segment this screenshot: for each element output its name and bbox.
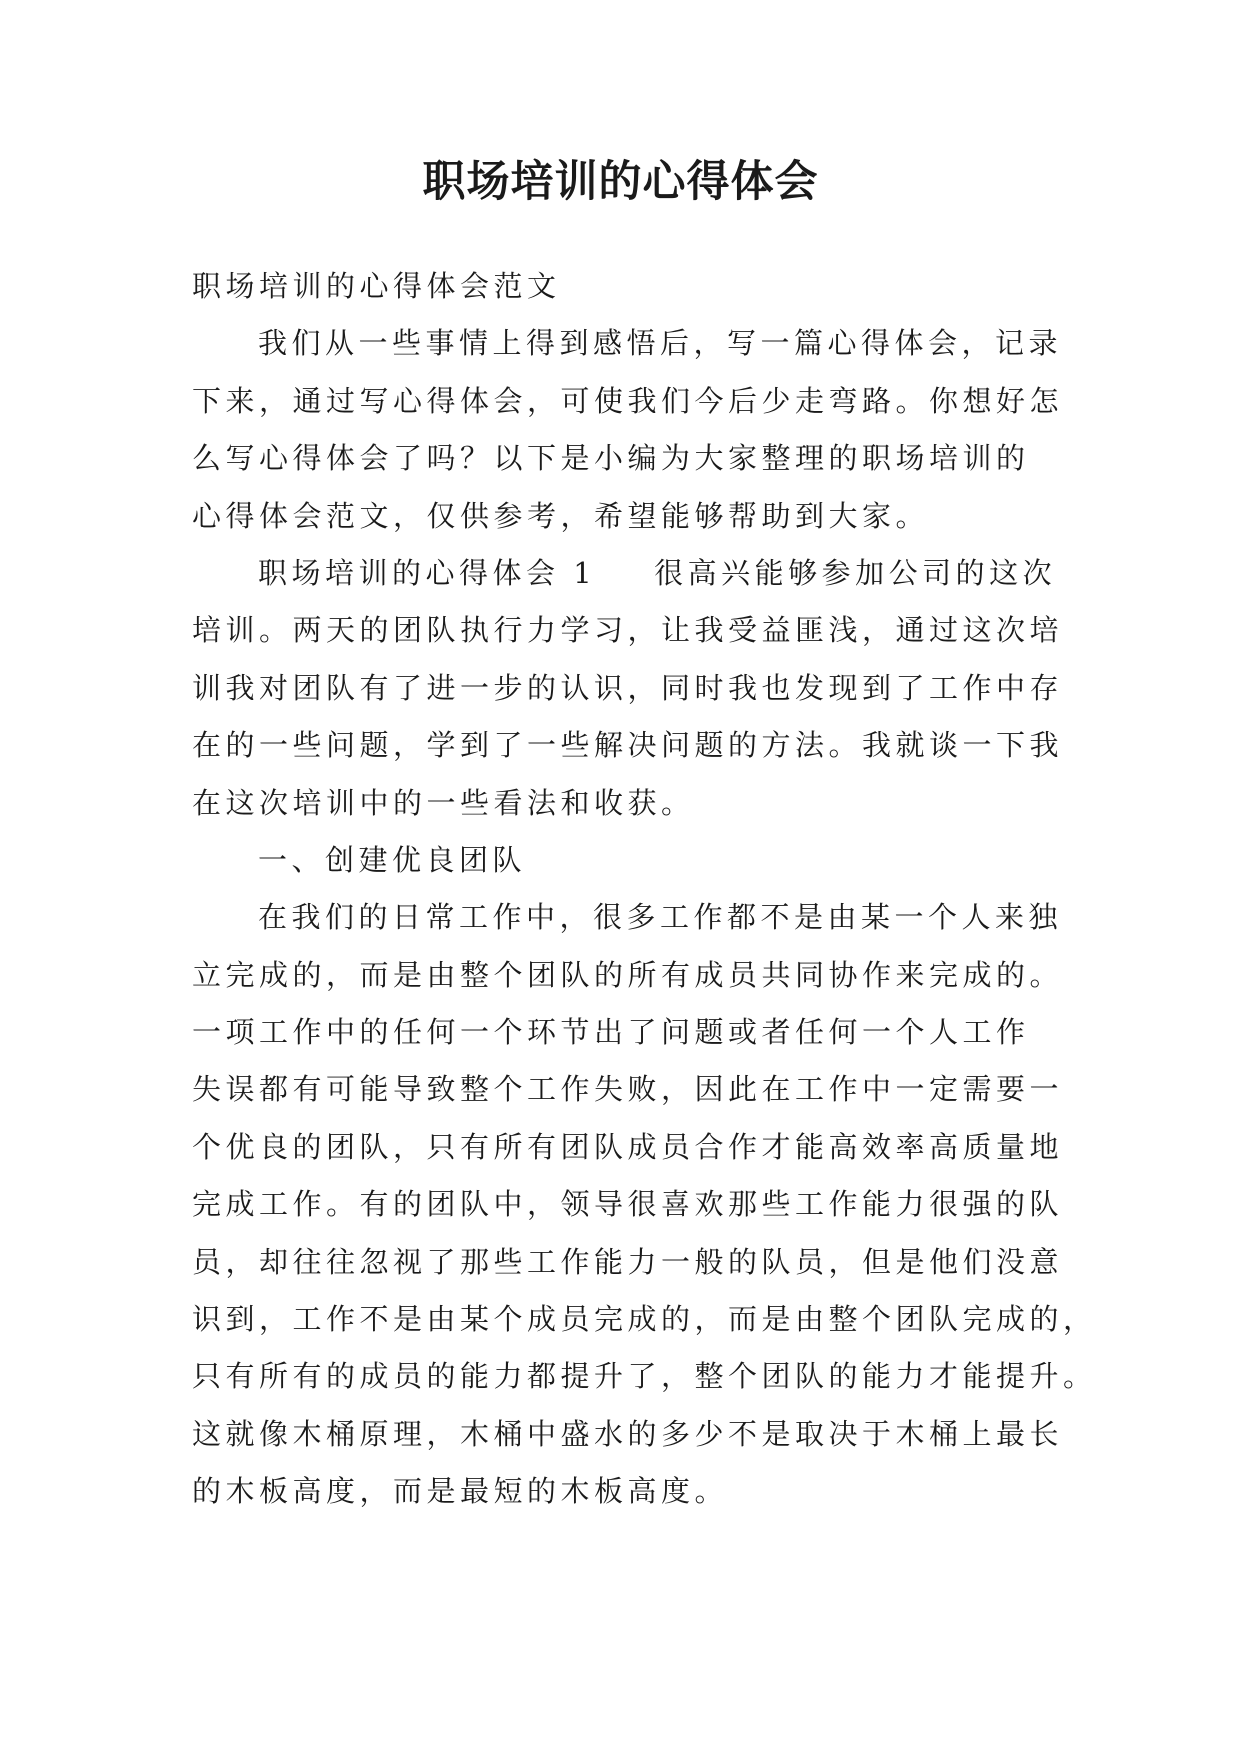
paragraph-line: 立完成的，而是由整个团队的所有成员共同协作来完成的。 — [192, 957, 1064, 992]
paragraph-line: 的木板高度，而是最短的木板高度。 — [192, 1474, 729, 1509]
paragraph-line — [192, 545, 1057, 602]
paragraph-line: 识到，工作不是由某个成员完成的，而是由整个团队完成的， — [192, 1302, 1097, 1337]
paragraph-line: 训我对团队有了进一步的认识，同时我也发现到了工作中存 — [192, 670, 1064, 705]
paragraph-line: 这就像木桶原理，木桶中盛水的多少不是取决于木桶上最长 — [192, 1416, 1064, 1451]
paragraph-line: 只有所有的成员的能力都提升了，整个团队的能力才能提升。 — [192, 1359, 1097, 1394]
section-heading: 职场培训的心得体会 1 — [258, 555, 597, 590]
paragraph-line: 么写心得体会了吗？以下是小编为大家整理的职场培训的 — [192, 441, 1030, 476]
document-body — [192, 258, 1097, 1521]
paragraph-line: 员，却往往忽视了那些工作能力一般的队员，但是他们没意 — [192, 1244, 1064, 1279]
paragraph-line: 在这次培训中的一些看法和收获。 — [192, 785, 695, 820]
paragraph-line: 下来，通过写心得体会，可使我们今后少走弯路。你想好怎 — [192, 383, 1064, 418]
paragraph-line: 心得体会范文，仅供参考，希望能够帮助到大家。 — [192, 498, 930, 533]
page-title: 职场培训的心得体会 — [422, 157, 819, 207]
document-subtitle: 职场培训的心得体会范文 — [192, 269, 561, 303]
paragraph-line: 一项工作中的任何一个环节出了问题或者任何一个人工作 — [192, 1015, 1030, 1050]
paragraph-line: 在我们的日常工作中，很多工作都不是由某一个人来独 — [258, 900, 1063, 935]
paragraph-line: 培训。两天的团队执行力学习，让我受益匪浅，通过这次培 — [192, 613, 1064, 648]
paragraph-line: 在的一些问题，学到了一些解决问题的方法。我就谈一下我 — [192, 728, 1064, 763]
section-1-paragraph — [192, 545, 1064, 832]
paragraph-line: 失误都有可能导致整个工作失败，因此在工作中一定需要一 — [192, 1072, 1064, 1107]
paragraph-line: 完成工作。有的团队中，领导很喜欢那些工作能力很强的队 — [192, 1187, 1064, 1222]
team-paragraph — [192, 889, 1097, 1520]
intro-paragraph — [192, 315, 1064, 545]
paragraph-line: 我们从一些事情上得到感悟后，写一篇心得体会，记录 — [258, 326, 1063, 361]
paragraph-line: 个优良的团队，只有所有团队成员合作才能高效率高质量地 — [192, 1129, 1064, 1164]
paragraph-text: 很高兴能够参加公司的这次 — [654, 555, 1057, 590]
subheading: 一、创建优良团队 — [258, 842, 527, 877]
